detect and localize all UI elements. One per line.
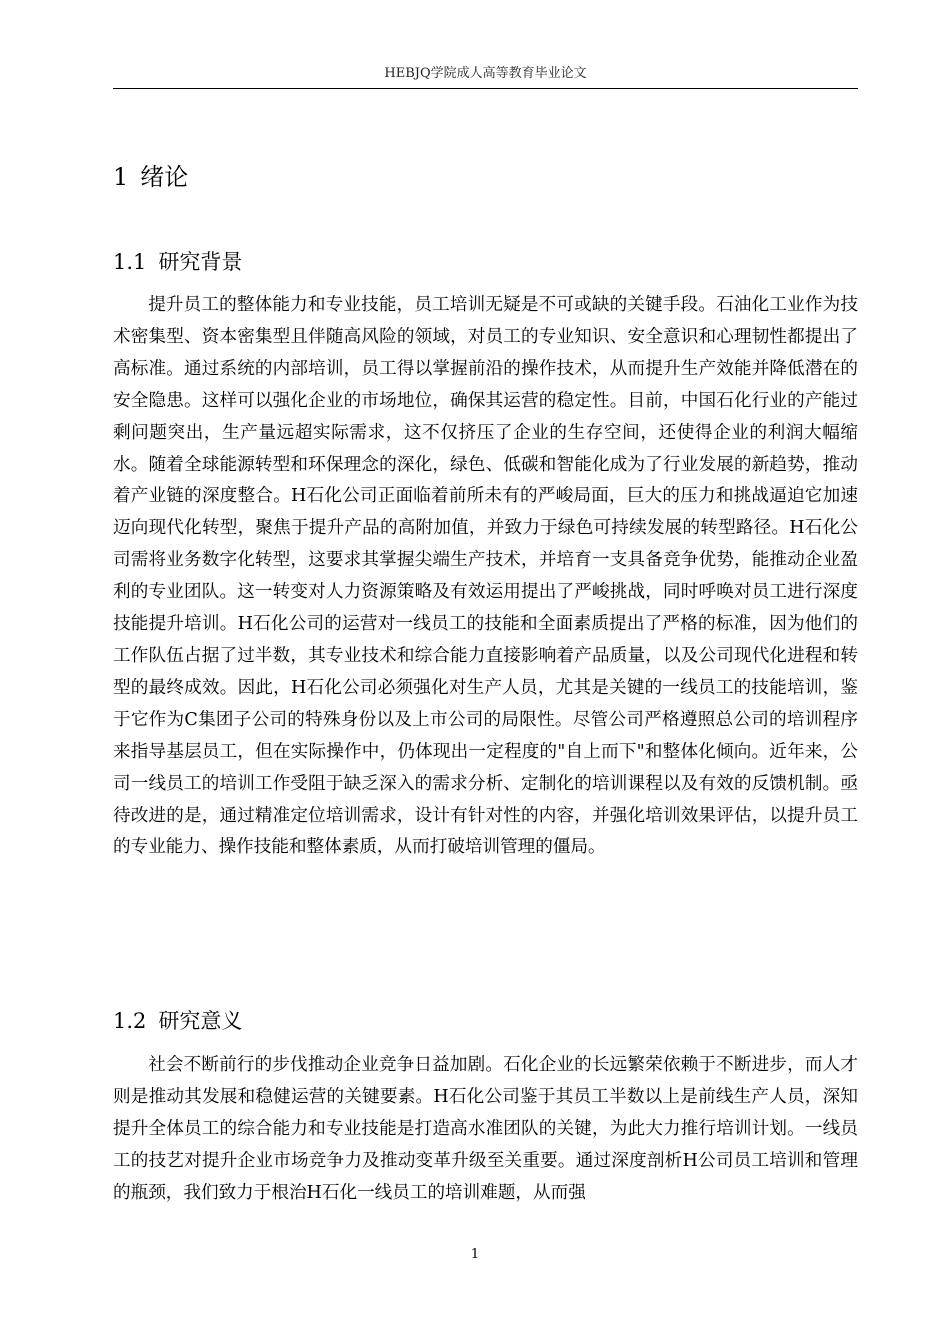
section-title-text: 研究背景 [158,250,243,274]
paragraph-background: 提升员工的整体能力和专业技能，员工培训无疑是不可或缺的关键手段。石油化工业作为技术密集型、资本密集型且伴随高风险的领域，对员工的专业知识、安全意识和心理韧性都提出了高标准。通过系统的内部培训，员工得以掌握前沿的操作技术，从而提升生产效能并降低潜在的安全隐患。这样可以强化企业的市场地位，确保其运营的稳定性。目前，中国石化行业的产能过剩问题突出，生产量远超实际需求，这不仅挤压了企业的生存空间，还使得企业的利润大幅缩水。随着全球能源转型和环保理念的深化，绿色、低碳和智能化成为了行业发展的新趋势，推动着产业链的深度整合。H石化公司正面临着前所未有的严峻局面，巨大的压力和挑战逼迫它加速迈向现代化转型，聚焦于提升产品的高附加值，并致力于绿色可持续发展的转型路径。H石化公司需将业务数字化转型，这要求其掌握尖端生产技术，并培育一支具备竞争优势，能推动企业盈利的专业团队。这一转变对人力资源策略及有效运用提出了严峻挑战，同时呼唤对员工进行深度技能提升培训。H石化公司的运营对一线员工的技能和全面素质提出了严格的标准，因为他们的工作队伍占据了过半数，其专业技术和综合能力直接影响着产品质量，以及公司现代化进程和转型的最终成效。因此，H石化公司必须强化对生产人员，尤其是关键的一线员工的技能培训，鉴于它作为C集团子公司的特殊身份以及上市公司的局限性。尽管公司严格遵照总公司的培训程序来指导基层员工，但在实际操作中，仍体现出一定程度的"自上而下"和整体化倾向。近年来，公司一线员工的培训工作受阻于缺乏深入的需求分析、定制化的培训课程以及有效的反馈机制。亟待改进的是，通过精准定位培训需求，设计有针对性的内容，并强化培训效果评估，以提升员工的专业能力、操作技能和整体素质，从而打破培训管理的僵局。 [113,295,858,858]
page-number: 1 [470,1247,480,1262]
section-number: 1.2 [113,1009,147,1033]
chapter-title [113,160,188,194]
chapter-number: 1 [113,163,129,191]
section-title-significance [113,1006,242,1036]
paragraph-significance: 社会不断前行的步伐推动企业竞争日益加剧。石化企业的长远繁荣依赖于不断进步，而人才则是推动其发展和稳健运营的关键要素。H石化公司鉴于其员工半数以上是前线生产人员，深知提升全体员工的综合能力和专业技能是打造高水准团队的关键，为此大力推行培训计划。一线员工的技艺对提升企业市场竞争力及推动变革升级至关重要。通过深度剖析H公司员工培训和管理的瓶颈，我们致力于根治H石化一线员工的培训难题，从而强 [113,1055,858,1203]
chapter-title-text: 绪论 [140,163,189,191]
running-header: HEBJQ学院成人高等教育毕业论文 [384,66,587,81]
section-number: 1.1 [113,250,147,274]
section-title-background [113,247,242,277]
section-title-text: 研究意义 [158,1009,243,1033]
header-rule [113,88,858,89]
